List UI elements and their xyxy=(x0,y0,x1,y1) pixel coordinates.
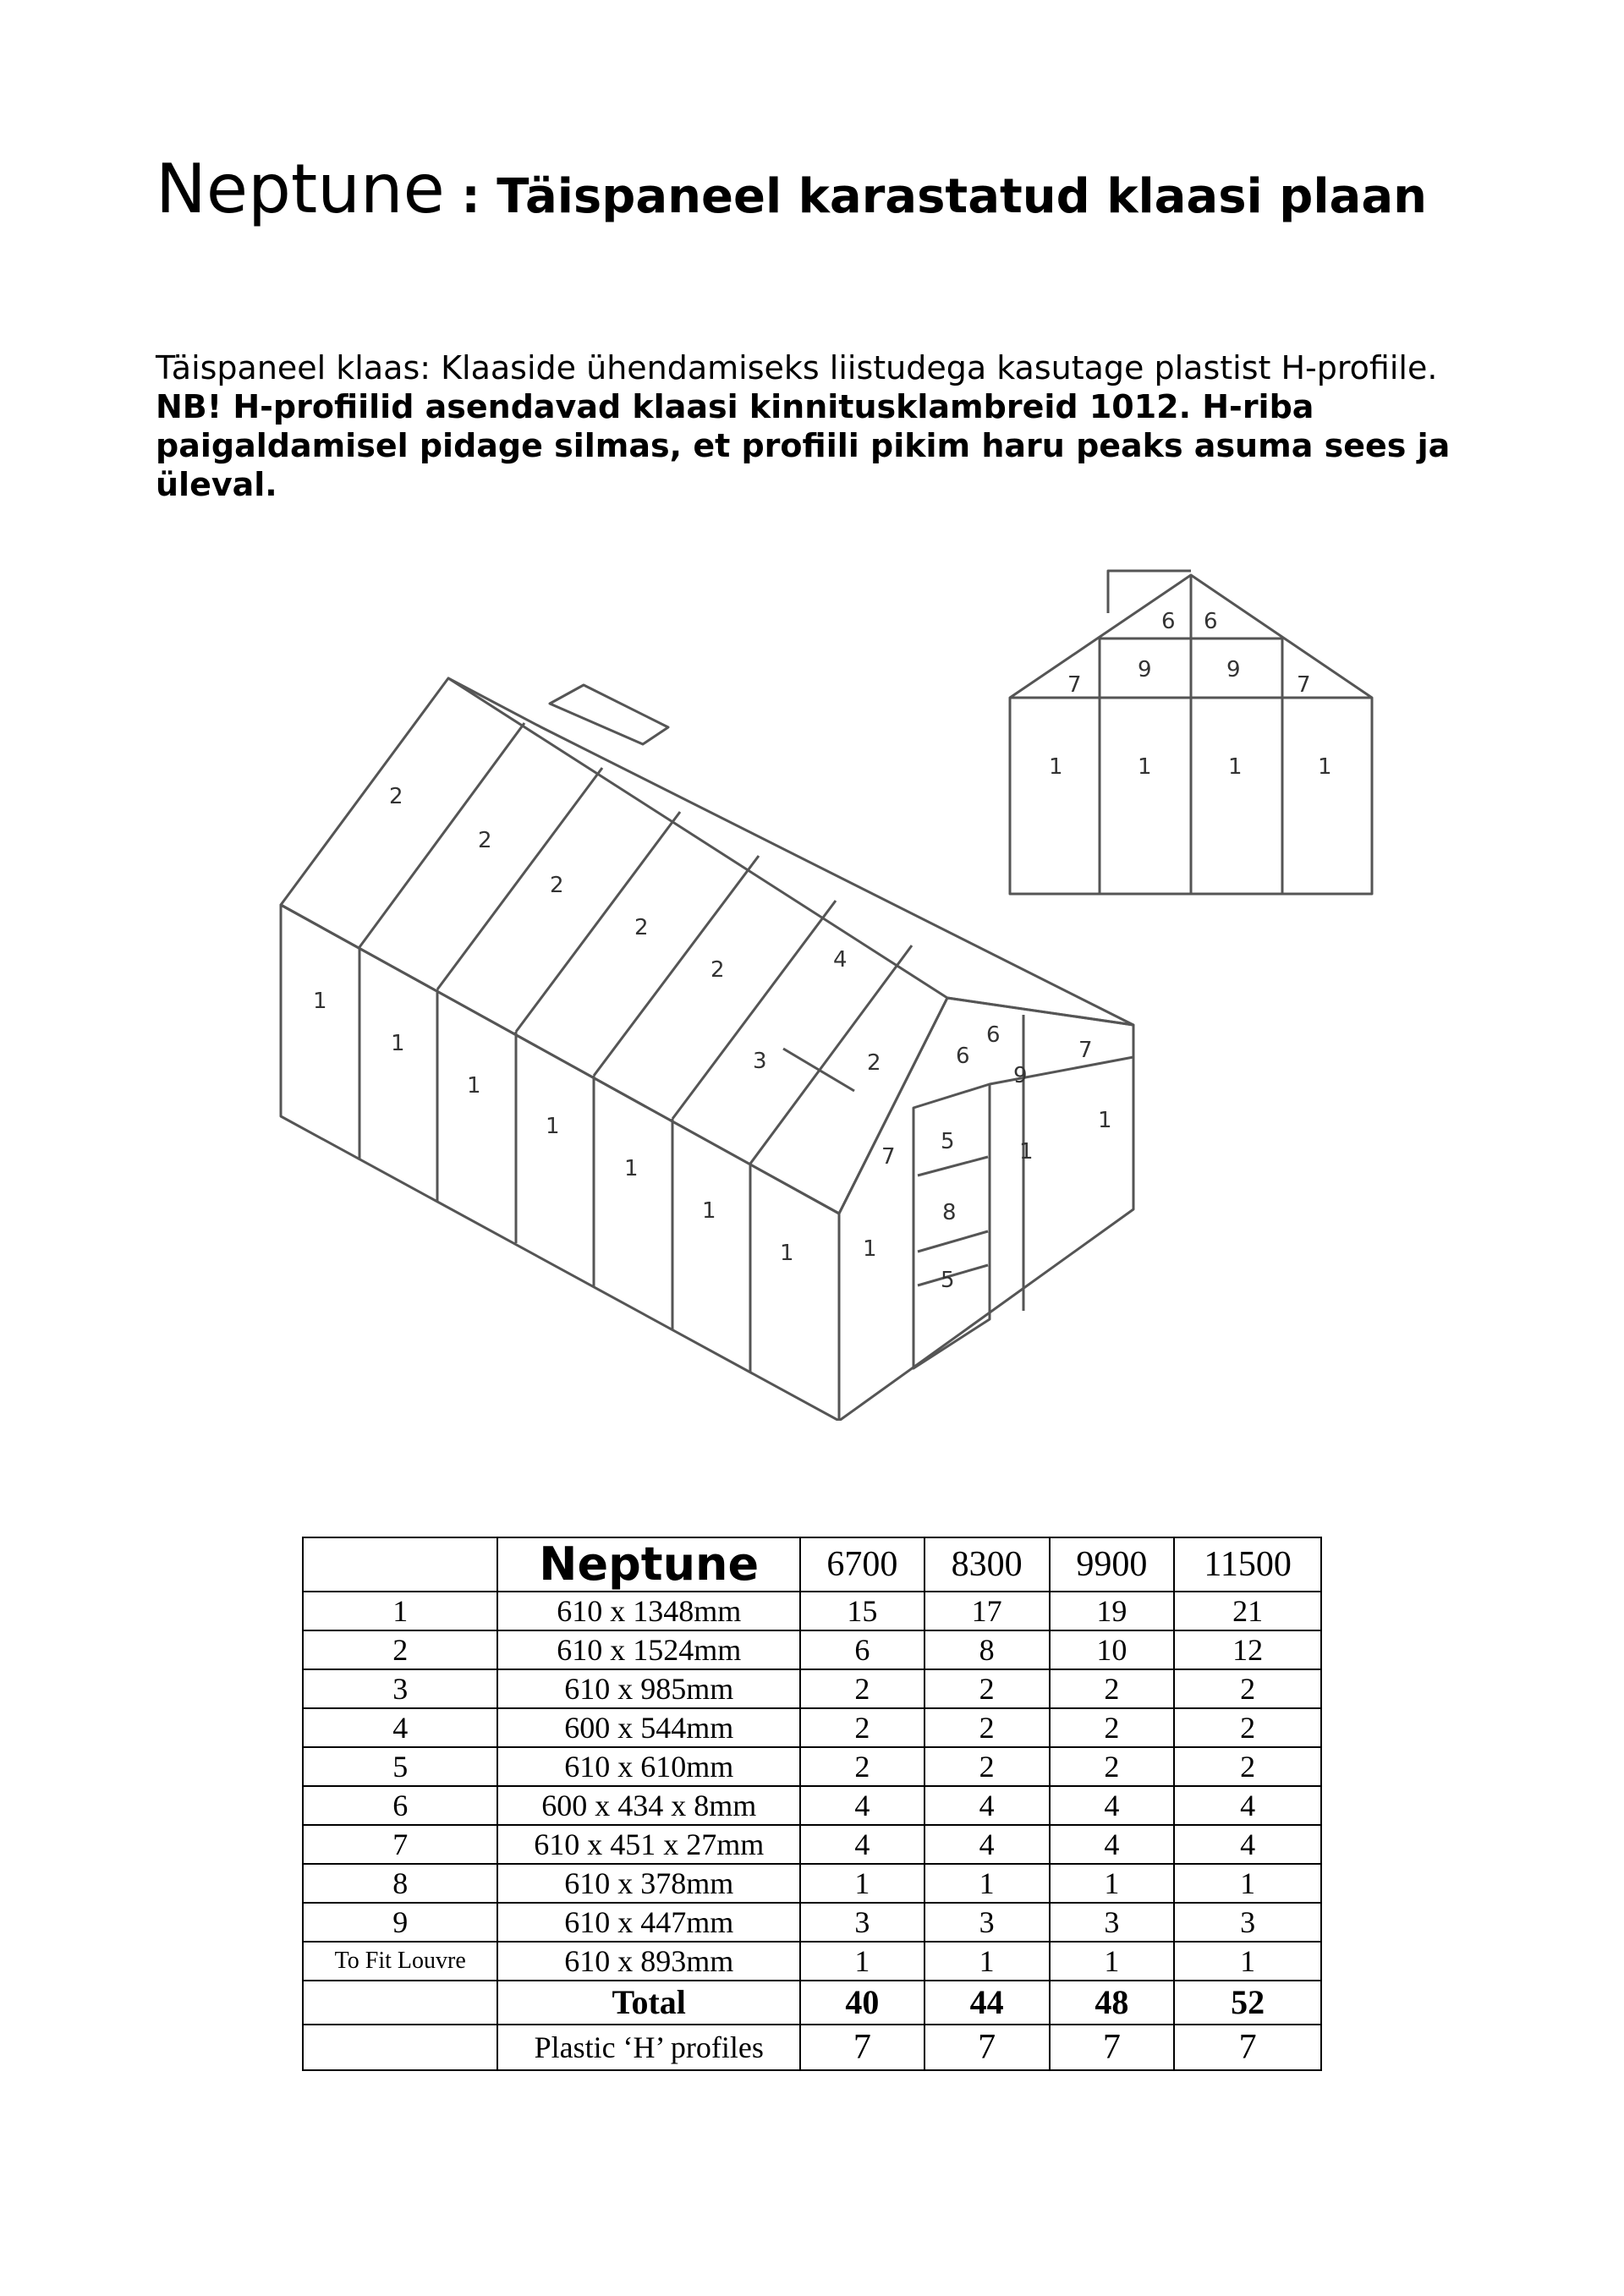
part-qty: 1 xyxy=(1050,1942,1175,1981)
part-qty: 3 xyxy=(800,1903,924,1942)
part-id: 6 xyxy=(303,1786,497,1825)
h-profiles-row xyxy=(303,2025,1321,2070)
panel-label: 1 xyxy=(1098,1108,1112,1133)
panel-label: 1 xyxy=(467,1073,481,1099)
part-qty: 3 xyxy=(1174,1903,1321,1942)
part-qty: 1 xyxy=(1174,1864,1321,1903)
part-id: 2 xyxy=(303,1630,497,1669)
part-qty: 2 xyxy=(1174,1708,1321,1747)
total-empty-cell xyxy=(303,1981,497,2025)
panel-label: 1 xyxy=(1138,754,1152,780)
ridge-vent xyxy=(1108,571,1191,613)
intro-note: NB! H-profiilid asendavad klaasi kinnitusklambreid 1012. H-riba paigaldamisel pidage silmas, et profiili pikim haru peaks asuma sees ja üleval. xyxy=(156,388,1451,503)
panel-label: 4 xyxy=(833,947,848,973)
gable-end-diagram xyxy=(998,562,1387,905)
table-row xyxy=(303,1669,1321,1708)
size-header: 11500 xyxy=(1174,1537,1321,1592)
table-row xyxy=(303,1825,1321,1864)
panel-label: 7 xyxy=(881,1144,896,1170)
part-qty: 2 xyxy=(924,1747,1050,1786)
part-qty: 2 xyxy=(924,1708,1050,1747)
part-dimension: 610 x 610mm xyxy=(497,1747,800,1786)
part-qty: 2 xyxy=(924,1669,1050,1708)
table-row xyxy=(303,1592,1321,1630)
panel-label: 7 xyxy=(1297,672,1311,698)
panel-label: 1 xyxy=(313,989,327,1014)
roof-slope xyxy=(281,678,947,1214)
panel-label: 6 xyxy=(1161,609,1176,634)
panel-labels xyxy=(313,784,1112,1293)
panel-label: 3 xyxy=(753,1049,767,1074)
table-row xyxy=(303,1942,1321,1981)
size-header: 9900 xyxy=(1050,1537,1175,1592)
part-qty: 12 xyxy=(1174,1630,1321,1669)
part-qty: 4 xyxy=(1174,1825,1321,1864)
part-qty: 21 xyxy=(1174,1592,1321,1630)
part-qty: 19 xyxy=(1050,1592,1175,1630)
model-header: Neptune xyxy=(497,1537,800,1592)
part-qty: 4 xyxy=(1174,1786,1321,1825)
roof-louvre xyxy=(550,685,668,744)
profiles-qty: 7 xyxy=(924,2025,1050,2070)
table-row xyxy=(303,1864,1321,1903)
profiles-label: Plastic ‘H’ profiles xyxy=(497,2025,800,2070)
panel-label: 1 xyxy=(1228,754,1243,780)
part-qty: 15 xyxy=(800,1592,924,1630)
part-qty: 10 xyxy=(1050,1630,1175,1669)
panel-label: 9 xyxy=(1226,657,1241,682)
part-qty: 4 xyxy=(1050,1825,1175,1864)
part-dimension: 600 x 434 x 8mm xyxy=(497,1786,800,1825)
panel-label: 5 xyxy=(941,1129,955,1154)
panel-label: 1 xyxy=(863,1236,877,1262)
part-id: To Fit Louvre xyxy=(303,1942,497,1981)
part-qty: 1 xyxy=(800,1942,924,1981)
panel-label: 9 xyxy=(1013,1063,1028,1088)
part-dimension: 610 x 1348mm xyxy=(497,1592,800,1630)
part-id: 5 xyxy=(303,1747,497,1786)
parts-table xyxy=(302,1537,1322,2071)
brand-name: Neptune xyxy=(156,150,445,228)
panel-label: 1 xyxy=(780,1241,794,1266)
part-dimension: 610 x 447mm xyxy=(497,1903,800,1942)
part-qty: 8 xyxy=(924,1630,1050,1669)
panel-label: 1 xyxy=(702,1198,716,1224)
part-id: 3 xyxy=(303,1669,497,1708)
table-row xyxy=(303,1630,1321,1669)
panel-label: 6 xyxy=(986,1022,1001,1048)
total-qty: 40 xyxy=(800,1981,924,2025)
part-qty: 4 xyxy=(800,1786,924,1825)
panel-label: 8 xyxy=(942,1200,957,1225)
intro-line: Täispaneel klaas: Klaaside ühendamiseks liistudega kasutage plastist H-profiile. xyxy=(156,349,1438,386)
part-qty: 2 xyxy=(1050,1669,1175,1708)
part-qty: 2 xyxy=(1174,1669,1321,1708)
panel-label: 1 xyxy=(1019,1139,1034,1164)
part-dimension: 610 x 985mm xyxy=(497,1669,800,1708)
part-qty: 4 xyxy=(1050,1786,1175,1825)
panel-label: 1 xyxy=(624,1156,639,1181)
profiles-empty-cell xyxy=(303,2025,497,2070)
panel-label: 2 xyxy=(550,873,564,898)
total-label: Total xyxy=(497,1981,800,2025)
intro-text xyxy=(156,348,1492,504)
part-dimension: 610 x 451 x 27mm xyxy=(497,1825,800,1864)
part-qty: 1 xyxy=(924,1942,1050,1981)
panel-label: 7 xyxy=(1067,672,1082,698)
panel-label: 2 xyxy=(634,915,649,940)
profiles-qty: 7 xyxy=(1174,2025,1321,2070)
panel-label: 1 xyxy=(1049,754,1063,780)
part-id: 4 xyxy=(303,1708,497,1747)
part-qty: 6 xyxy=(800,1630,924,1669)
total-qty: 52 xyxy=(1174,1981,1321,2025)
panel-label: 2 xyxy=(478,828,492,853)
panel-label: 2 xyxy=(867,1050,881,1076)
part-qty: 1 xyxy=(924,1864,1050,1903)
part-qty: 3 xyxy=(1050,1903,1175,1942)
part-id: 1 xyxy=(303,1592,497,1630)
part-qty: 2 xyxy=(1174,1747,1321,1786)
panel-label: 1 xyxy=(391,1031,405,1056)
part-dimension: 610 x 893mm xyxy=(497,1942,800,1981)
page-title xyxy=(156,152,1475,227)
part-id: 8 xyxy=(303,1864,497,1903)
part-dimension: 610 x 1524mm xyxy=(497,1630,800,1669)
part-qty: 1 xyxy=(800,1864,924,1903)
part-id: 7 xyxy=(303,1825,497,1864)
door-frame xyxy=(914,1084,990,1368)
part-qty: 2 xyxy=(800,1708,924,1747)
part-dimension: 600 x 544mm xyxy=(497,1708,800,1747)
size-header: 6700 xyxy=(800,1537,924,1592)
table-corner-cell xyxy=(303,1537,497,1592)
part-qty: 2 xyxy=(1050,1747,1175,1786)
table-row xyxy=(303,1747,1321,1786)
total-qty: 48 xyxy=(1050,1981,1175,2025)
panel-label: 1 xyxy=(546,1114,560,1139)
title-subtitle: : Täispaneel karastatud klaasi plaan xyxy=(444,169,1427,224)
total-row xyxy=(303,1981,1321,2025)
size-header: 8300 xyxy=(924,1537,1050,1592)
panel-label: 6 xyxy=(956,1044,970,1069)
part-qty: 17 xyxy=(924,1592,1050,1630)
part-qty: 3 xyxy=(924,1903,1050,1942)
part-qty: 4 xyxy=(800,1825,924,1864)
part-qty: 4 xyxy=(924,1825,1050,1864)
part-qty: 2 xyxy=(800,1669,924,1708)
part-qty: 2 xyxy=(800,1747,924,1786)
part-qty: 1 xyxy=(1174,1942,1321,1981)
panel-label: 5 xyxy=(941,1268,955,1293)
table-row xyxy=(303,1708,1321,1747)
part-dimension: 610 x 378mm xyxy=(497,1864,800,1903)
part-qty: 1 xyxy=(1050,1864,1175,1903)
side-wall xyxy=(281,905,839,1421)
profiles-qty: 7 xyxy=(800,2025,924,2070)
table-row xyxy=(303,1903,1321,1942)
panel-label: 2 xyxy=(389,784,403,809)
table-header-row xyxy=(303,1537,1321,1592)
profiles-qty: 7 xyxy=(1050,2025,1175,2070)
panel-label: 7 xyxy=(1078,1038,1093,1063)
part-id: 9 xyxy=(303,1903,497,1942)
panel-label: 1 xyxy=(1318,754,1332,780)
part-qty: 4 xyxy=(924,1786,1050,1825)
part-qty: 2 xyxy=(1050,1708,1175,1747)
panel-label: 9 xyxy=(1138,657,1152,682)
total-qty: 44 xyxy=(924,1981,1050,2025)
panel-label: 6 xyxy=(1204,609,1218,634)
panel-label: 2 xyxy=(710,957,725,983)
table-row xyxy=(303,1786,1321,1825)
far-roof-edge xyxy=(947,998,1133,1209)
